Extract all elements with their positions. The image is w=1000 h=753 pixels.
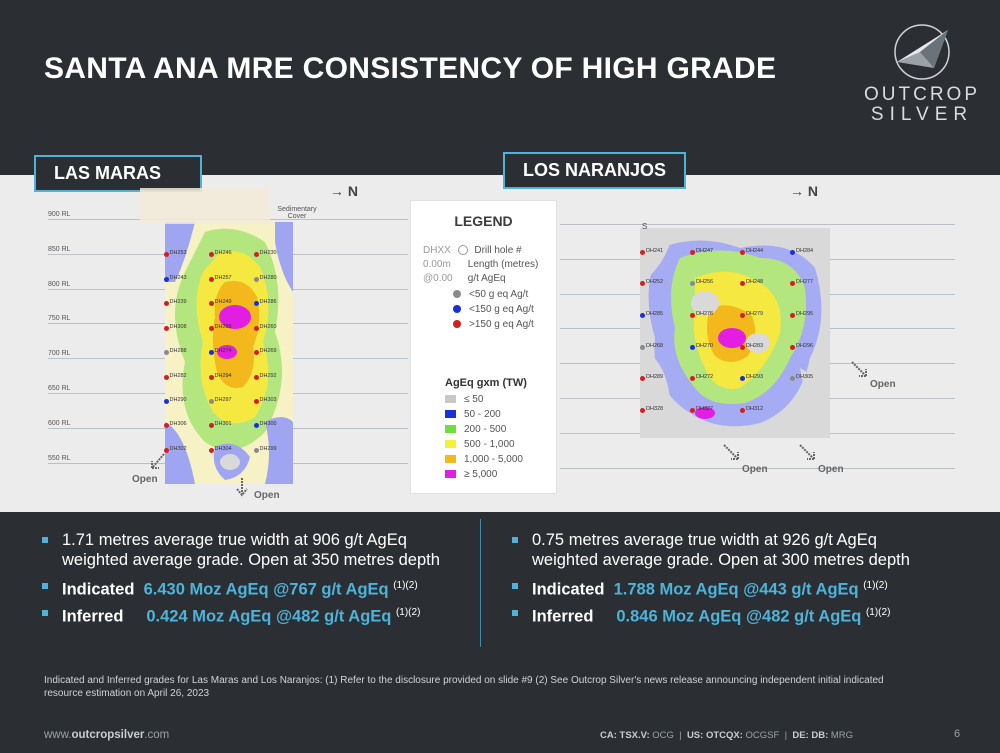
inferred-label: Inferred (532, 607, 594, 626)
swatch (445, 410, 456, 418)
open-arrow-icon (236, 478, 248, 498)
left-summary-line2: weighted average grade. Open at 350 metres depth (62, 551, 440, 569)
tab-los-naranjos: LOS NARANJOS (503, 152, 686, 189)
drill-hole-marker (209, 301, 214, 306)
swatch (445, 425, 456, 433)
left-summary (62, 530, 472, 570)
drill-hole-marker (690, 250, 695, 255)
drill-hole-label: DH257 (214, 274, 232, 281)
drill-hole-label: DH299 (259, 445, 277, 452)
drill-hole-label: DH292 (259, 372, 277, 379)
drill-hole-marker (164, 326, 169, 331)
ticker-de-value: MRG (830, 730, 854, 741)
site-name: outcropsilver (71, 729, 145, 741)
ticker-ca-label: CA: TSX.V: (600, 730, 650, 741)
disclosure-footnote: Indicated and Inferred grades for Las Maras and Los Naranjos: (1) Refer to the disclosure provided on slide #9 (2) See Outcrop Silver's news release announcing independent initial indicated resource estimation on April 26, 2023 (44, 675, 884, 699)
drill-hole-label: DH328 (646, 405, 664, 412)
open-label-left-1: Open (132, 474, 158, 485)
drill-hole-marker (640, 313, 645, 318)
drill-hole-marker (254, 399, 259, 404)
legend-dot-low (453, 289, 528, 300)
drill-hole-label: DH239 (169, 299, 187, 306)
drill-hole-marker (740, 345, 745, 350)
ticker-ca-value: OCG (652, 730, 674, 741)
footnote-ref: (1)(2) (865, 607, 891, 618)
drill-hole-marker (690, 408, 695, 413)
drill-hole-label: DH230 (259, 250, 277, 257)
left-summary-line1: 1.71 metres average true width at 906 g/t AgEq (62, 531, 407, 549)
rl-label: 600 RL (48, 419, 71, 427)
open-arrow-icon (148, 452, 168, 472)
open-label-left-2: Open (254, 490, 280, 501)
swatch (445, 470, 456, 478)
right-indicated (532, 576, 972, 600)
drill-hole-label: DH284 (796, 247, 814, 254)
indicated-label: Indicated (62, 580, 135, 599)
drill-hole-label: DH308 (169, 323, 187, 330)
drill-hole-label: DH312 (746, 405, 764, 412)
drill-hole-label: DH288 (169, 348, 187, 355)
rl-label: 700 RL (48, 350, 71, 358)
drill-hole-label: DH295 (796, 310, 814, 317)
drill-hole-label: DH296 (796, 342, 814, 349)
north-arrow-right: → N (790, 183, 819, 199)
drill-hole-marker (254, 277, 259, 282)
drill-hole-label: DH294 (214, 372, 232, 379)
legend-grade-label: g/t AgEq (467, 273, 506, 284)
drill-hole-marker (164, 399, 169, 404)
rl-label: 800 RL (48, 280, 71, 288)
ticker-symbols: CA: TSX.V: OCG | US: OTCQX: OCGSF | DE: DB: MRG (600, 730, 854, 741)
drill-hole-marker (254, 252, 259, 257)
legend-grade-value: @0.00 (423, 273, 453, 284)
rl-label: 650 RL (48, 385, 71, 392)
ticker-de-label: DE: DB: (792, 730, 829, 741)
drill-hole-label: DH260 (259, 323, 277, 330)
drill-hole-marker (164, 277, 169, 282)
drill-hole-marker (164, 252, 169, 257)
legend-dot-high (453, 319, 534, 330)
bullet-square (512, 610, 518, 616)
drill-hole-label: DH300 (259, 421, 277, 428)
drill-hole-marker (164, 301, 169, 306)
drill-hole-icon (458, 245, 468, 255)
drill-hole-label: DH248 (746, 279, 764, 286)
drill-hole-label: DH280 (259, 274, 277, 281)
page-number: 6 (954, 728, 961, 740)
drill-hole-marker (690, 345, 695, 350)
rl-label: 850 RL (48, 245, 71, 253)
ticker-us-value: OCGSF (745, 730, 780, 741)
drill-hole-label: DH302 (169, 445, 187, 452)
footnote-ref: (1)(2) (395, 607, 421, 618)
arrowhead-logo-icon (862, 22, 982, 82)
drill-hole-label: DH252 (646, 279, 664, 286)
swatch (445, 395, 456, 403)
inferred-value: 0.846 Moz AgEq @482 g/t AgEq (616, 607, 862, 626)
ticker-us-label: US: OTCQX: (686, 730, 743, 741)
legend-scale-item (445, 409, 501, 420)
north-label-left: N (347, 183, 359, 199)
drill-hole-label: DH290 (169, 397, 187, 403)
drill-hole-marker (254, 448, 259, 453)
drill-hole-label: DH246 (214, 250, 232, 257)
footnote-ref: (1)(2) (863, 580, 888, 591)
bullet-square (42, 610, 48, 616)
legend-dot-label: >150 g eq Ag/t (469, 319, 534, 330)
indicated-value: 1.788 Moz AgEq @443 g/t AgEq (613, 580, 859, 599)
inferred-label: Inferred (62, 607, 124, 626)
drill-hole-label: DH243 (169, 274, 187, 281)
legend-scale-item (445, 469, 497, 480)
indicated-value: 6.430 Moz AgEq @767 g/t AgEq (143, 580, 389, 599)
drill-hole-marker (790, 345, 795, 350)
legend-scale-item (445, 424, 506, 435)
legend-dh-label: Drill hole # (474, 245, 522, 256)
right-summary-line1: 0.75 metres average true width at 926 g/t AgEq (532, 531, 877, 549)
drill-hole-label: DH301 (214, 421, 232, 428)
column-divider (480, 519, 481, 647)
drill-hole-label: DH253 (169, 250, 187, 257)
drill-hole-label: DH283 (746, 342, 764, 349)
legend-scale-item (445, 394, 483, 405)
drill-hole-label: DH247 (696, 247, 714, 254)
drill-hole-label: DH268 (646, 342, 664, 349)
red-dot-icon (453, 320, 461, 328)
legend-dh-code: DHXX (423, 245, 451, 256)
north-arrow-left: → N (330, 183, 359, 199)
legend-length-label: Length (metres) (467, 259, 539, 270)
drill-hole-marker (209, 448, 214, 453)
legend-length (423, 259, 538, 270)
drill-hole-marker (254, 375, 259, 380)
open-arrow-icon (722, 443, 742, 463)
legend-scale-label: 1,000 - 5,000 (464, 454, 523, 465)
grey-dot-icon (453, 290, 461, 298)
drill-hole-marker (209, 375, 214, 380)
drill-hole-marker (254, 301, 259, 306)
outcrop-silver-logo (862, 22, 982, 125)
right-summary (532, 530, 972, 570)
cover-label: Sedimentary Cover (277, 206, 317, 220)
drill-hole-label: DH256 (696, 279, 714, 286)
drill-hole-marker (790, 250, 795, 255)
drill-hole-marker (790, 313, 795, 318)
drill-hole-label: DH303 (259, 397, 277, 403)
drill-hole-marker (164, 375, 169, 380)
drill-hole-marker (740, 313, 745, 318)
legend-scale-title: AgEq gxm (TW) (445, 377, 527, 389)
rl-label: 750 RL (48, 315, 71, 323)
legend-title: LEGEND (454, 213, 513, 229)
site-prefix: www. (44, 729, 72, 741)
drill-hole-label: DH272 (696, 374, 714, 381)
drill-hole-label: DH305 (796, 374, 814, 381)
legend-dot-label: <150 g eq Ag/t (469, 304, 534, 315)
los-naranjos-long-section (640, 228, 830, 438)
swatch (445, 455, 456, 463)
bullet-square (42, 583, 48, 589)
rl-label: 900 RL (48, 211, 71, 218)
legend-drill-hole (423, 245, 522, 256)
rl-label: 550 RL (48, 454, 71, 462)
open-label-right-2: Open (742, 464, 768, 475)
right-summary-line2: weighted average grade. Open at 300 metres depth (532, 551, 910, 569)
drill-hole-marker (640, 345, 645, 350)
drill-hole-label: DH282 (169, 372, 187, 379)
drill-hole-marker (209, 399, 214, 404)
drill-hole-label: DH244 (746, 247, 764, 254)
drill-hole-label: DH289 (646, 374, 664, 381)
drill-hole-label: DH274 (214, 348, 232, 355)
drill-hole-marker (209, 252, 214, 257)
drill-hole-marker (690, 313, 695, 318)
bullet-square (512, 583, 518, 589)
drill-hole-label: DH276 (696, 310, 714, 317)
legend-scale-label: 50 - 200 (464, 409, 501, 420)
tab-las-maras: LAS MARAS (34, 155, 202, 192)
legend-grade (423, 273, 506, 284)
left-indicated (62, 576, 472, 600)
legend-dot-mid (453, 304, 534, 315)
slide-title: SANTA ANA MRE CONSISTENCY OF HIGH GRADE (44, 52, 777, 85)
legend-scale-label: ≤ 50 (464, 394, 484, 405)
drill-hole-marker (740, 408, 745, 413)
drill-hole-label: DH269 (259, 348, 277, 355)
legend-dot-label: <50 g eq Ag/t (469, 289, 529, 300)
drill-hole-marker (164, 350, 169, 355)
north-label-right: N (807, 183, 819, 199)
right-inferred (532, 603, 972, 627)
footnote-ref: (1)(2) (393, 580, 418, 591)
legend-length-value: 0.00m (423, 259, 451, 270)
inferred-value: 0.424 Moz AgEq @482 g/t AgEq (146, 607, 392, 626)
drill-hole-marker (209, 277, 214, 282)
legend-scale-item (445, 439, 515, 450)
drill-hole-marker (740, 250, 745, 255)
drill-hole-marker (640, 408, 645, 413)
open-label-right-3: Open (818, 464, 844, 475)
drill-hole-label: DH293 (746, 374, 764, 381)
swatch (445, 440, 456, 448)
drill-hole-marker (254, 350, 259, 355)
open-arrow-icon (798, 443, 818, 463)
drill-hole-label: DH304 (214, 445, 232, 452)
drill-hole-label: DH270 (696, 342, 714, 349)
drill-hole-label: DH277 (796, 279, 814, 286)
drill-hole-label: DH279 (746, 310, 764, 317)
website-link[interactable] (44, 729, 169, 741)
left-inferred (62, 603, 472, 627)
rl-gridline (560, 224, 955, 225)
los-naranjos-contours (640, 228, 830, 438)
bullet-square (512, 537, 518, 543)
drill-hole-label: DH285 (646, 310, 664, 317)
drill-hole-marker (209, 350, 214, 355)
drill-hole-label: DH286 (259, 299, 277, 306)
south-label: S (642, 222, 648, 231)
legend-scale-label: 500 - 1,000 (464, 439, 515, 450)
drill-hole-label: DH306 (169, 421, 187, 428)
drill-hole-marker (209, 326, 214, 331)
logo-text-outcrop: OUTCROP (864, 84, 980, 105)
legend-scale-item (445, 454, 523, 465)
drill-hole-label: DH265 (214, 323, 232, 330)
drill-hole-label: DH249 (214, 299, 232, 306)
indicated-label: Indicated (532, 580, 605, 599)
sedimentary-cover-zone (140, 188, 270, 224)
open-label-right-1: Open (870, 379, 896, 390)
legend-panel (410, 200, 557, 494)
logo-text-silver: SILVER (870, 104, 974, 125)
site-suffix: .com (144, 729, 170, 741)
drill-hole-label: DH297 (214, 397, 232, 403)
open-arrow-icon (850, 360, 870, 380)
drill-hole-label: DH241 (646, 247, 664, 254)
legend-scale-label: 200 - 500 (464, 424, 507, 435)
blue-dot-icon (453, 305, 461, 313)
bullet-square (42, 537, 48, 543)
legend-scale-label: ≥ 5,000 (464, 469, 498, 480)
drill-hole-marker (254, 326, 259, 331)
drill-hole-label: DH327 (696, 405, 714, 412)
drill-hole-marker (640, 250, 645, 255)
